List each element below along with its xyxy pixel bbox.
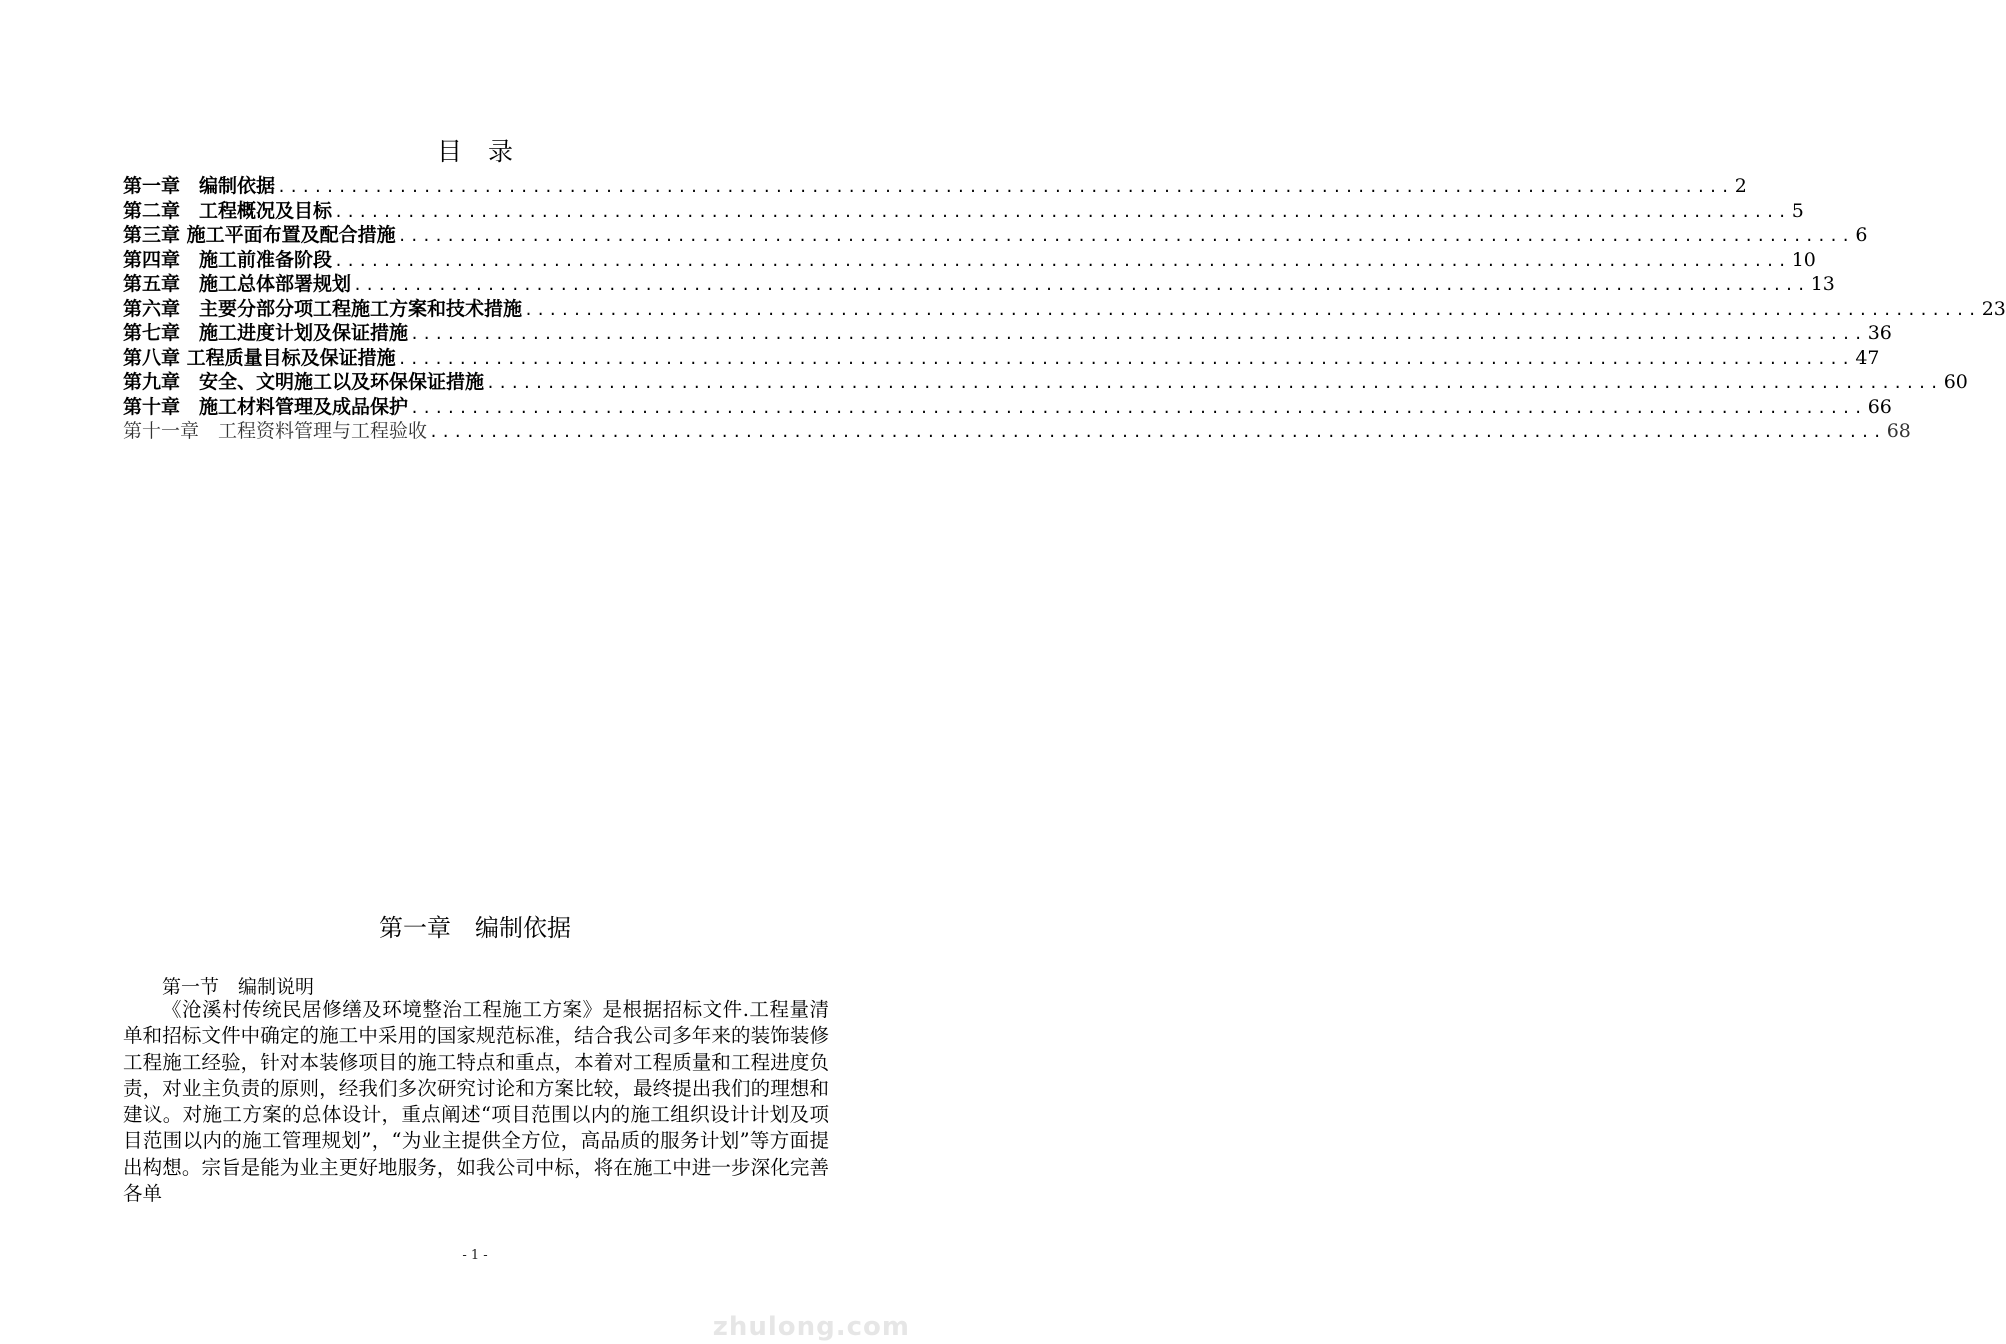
toc-entry-text: 第四章 施工前准备阶段 — [123, 248, 333, 271]
toc-entry-text: 第三章 施工平面布置及配合措施 — [123, 224, 396, 246]
toc-entry-text: 第七章 施工进度计划及保证措施 — [123, 322, 409, 344]
toc-leader-dots: ........................................................................................................................ — [334, 202, 1790, 221]
toc-entry-page: 68 — [1886, 420, 1911, 442]
toc-entry[interactable] — [123, 199, 1804, 224]
toc-entry-page: 60 — [1943, 371, 1968, 393]
toc-entry-page: 47 — [1855, 346, 1880, 369]
toc-leader-dots: ........................................................................................................................ — [353, 276, 1809, 294]
toc-title: 目录 — [436, 137, 539, 166]
toc-entry-page: 66 — [1867, 395, 1892, 418]
toc-entry[interactable] — [123, 321, 1892, 346]
chapter-title: 第一章 编制依据 — [379, 914, 571, 942]
toc-entry-page: 2 — [1734, 175, 1747, 197]
toc-entry-text: 第六章 主要分部分项工程施工方案和技术措施 — [123, 297, 523, 320]
toc-leader-dots: ........................................................................................................................ — [524, 300, 1980, 319]
page-number: - 1 - — [462, 1248, 488, 1263]
toc-entry[interactable] — [123, 248, 1816, 273]
toc-entry[interactable] — [123, 272, 1835, 297]
toc-entry-page: 5 — [1791, 199, 1804, 222]
toc-entry-text: 第五章 施工总体部署规划 — [123, 273, 352, 295]
toc-entry-text: 第十章 施工材料管理及成品保护 — [123, 395, 409, 418]
toc-entry-text: 第一章 编制依据 — [123, 175, 276, 197]
watermark-logo: zhulong.com — [712, 1312, 910, 1342]
toc-entry-text: 第八章 工程质量目标及保证措施 — [123, 346, 396, 369]
toc-entry[interactable] — [123, 174, 1747, 199]
toc-entry[interactable] — [123, 346, 1880, 371]
toc-leader-dots: ........................................................................................................................ — [277, 178, 1733, 196]
toc-entry-page: 6 — [1855, 224, 1868, 246]
toc-leader-dots: ........................................................................................................................ — [429, 423, 1885, 441]
table-of-contents — [123, 174, 2006, 444]
toc-entry-text: 第十一章 工程资料管理与工程验收 — [123, 420, 428, 442]
toc-leader-dots: ........................................................................................................................ — [410, 325, 1866, 343]
toc-leader-dots: ........................................................................................................................ — [397, 227, 1854, 245]
toc-entry[interactable] — [123, 395, 1892, 420]
toc-leader-dots: ........................................................................................................................ — [397, 349, 1854, 368]
toc-entry[interactable] — [123, 419, 1911, 444]
toc-entry-page: 36 — [1867, 322, 1892, 344]
body-paragraph: 《沧溪村传统民居修缮及环境整治工程施工方案》是根据招标文件.工程量清单和招标文件中确定的施工中采用的国家规范标准，结合我公司多年来的装饰装修工程施工经验，针对本装修项目的施工特点和重点，本着对工程质量和工程进度负责，对业主负责的原则，经我们多次研究讨论和方案比较，最终提出我们的理想和建议。对施工方案的总体设计，重点阐述“项目范围以内的施工组织设计计划及项目范围以内的施工管理规划”，“为业主提供全方位，高品质的服务计划”等方面提出构想。宗旨是能为业主更好地服务，如我公司中标，将在施工中进一步深化完善各单 — [123, 998, 829, 1206]
toc-entry-text: 第九章 安全、文明施工以及环保保证措施 — [123, 371, 485, 393]
toc-entry-page: 13 — [1810, 273, 1835, 295]
section-title: 第一节 编制说明 — [162, 976, 315, 998]
toc-leader-dots: ........................................................................................................................ — [334, 251, 1790, 270]
toc-entry[interactable] — [123, 297, 2006, 322]
toc-entry-page: 10 — [1791, 248, 1816, 271]
toc-entry-page: 23 — [1981, 297, 2006, 320]
toc-entry[interactable] — [123, 370, 1968, 395]
toc-entry-text: 第二章 工程概况及目标 — [123, 199, 333, 222]
toc-leader-dots: ........................................................................................................................ — [410, 398, 1866, 417]
toc-leader-dots: ........................................................................................................................ — [486, 374, 1942, 392]
toc-entry[interactable] — [123, 223, 1868, 248]
